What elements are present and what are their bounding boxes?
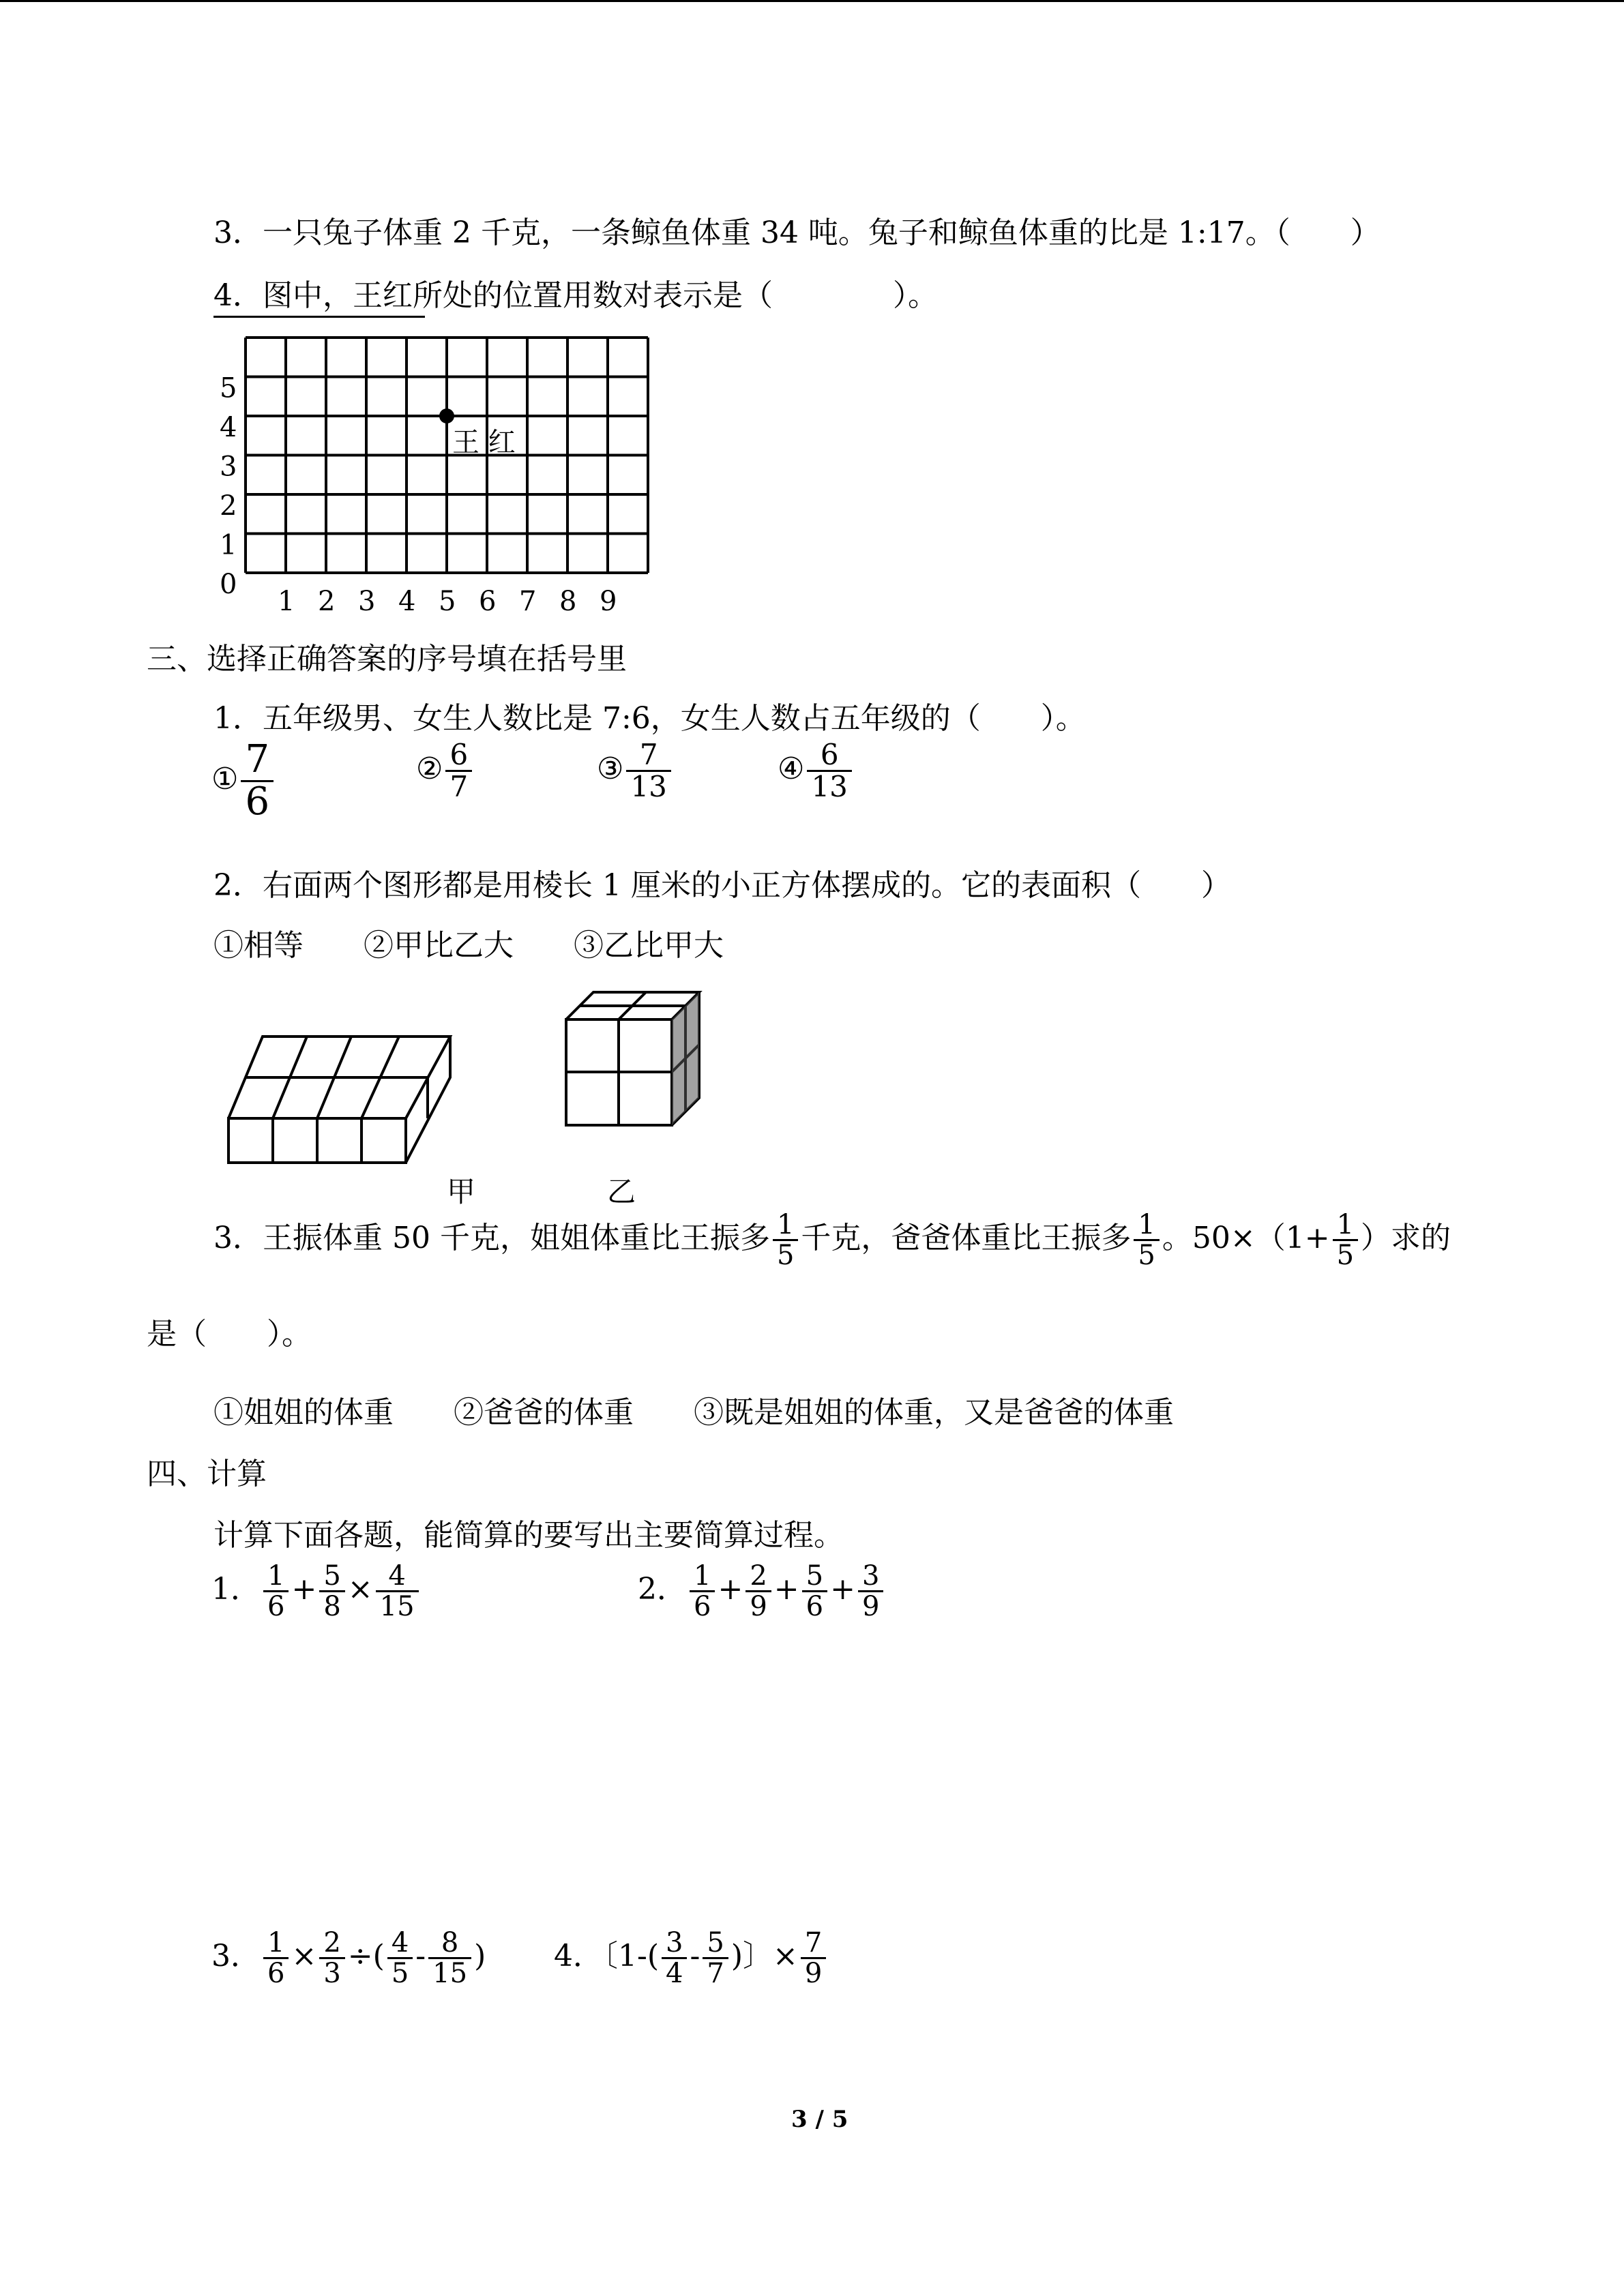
grid-x-label: 9 [600,586,617,617]
grid-x-label: 5 [439,586,456,617]
grid-x-label: 2 [318,586,336,617]
q3-2-options: ①相等 ②甲比乙大 ③乙比甲大 [213,928,724,963]
section-4-title: 四、计算 [147,1457,267,1491]
q2-4-text: 4．图中，王红所处的位置用数对表示是（ ）。 [213,278,938,313]
wang-hong-label: 王 红 [452,427,516,458]
grid-y-label: 3 [220,451,237,483]
calc-2: 2． $\frac{1}{6}$ + $\frac{2}{9}$ + $\frac{5}{6}$ + $\frac{3}{9}$ [638,1562,886,1621]
q3-1-option-2: ② $\frac{6}{7}$ [416,740,475,802]
calc-3: 3． $\frac{1}{6}$ × $\frac{2}{3}$ ÷( $\frac{4}{5}$ - $\frac{8}{15}$ ) [211,1927,486,1989]
q3-3-options: ①姐姐的体重 ②爸爸的体重 ③既是姐姐的体重，又是爸爸的体重 [213,1395,1174,1430]
q3-1-option-4: ④ $\frac{6}{13}$ [778,740,855,802]
section-3-title: 三、选择正确答案的序号填在括号里 [147,642,627,676]
grid-lines [246,338,648,573]
grid-y-label: 0 [220,569,237,600]
grid-x-label: 3 [358,586,376,617]
figure-yi [563,989,706,1129]
grid-x-label: 6 [479,586,497,617]
grid-y-labels [220,373,237,601]
top-border [0,0,1624,2]
grid-x-label: 1 [278,586,295,617]
wang-hong-point [439,408,454,423]
page-number: 3 / 5 [791,2106,848,2133]
grid-y-label: 5 [220,372,237,404]
q3-1-option-3: ③ $\frac{7}{13}$ [597,740,674,802]
q3-3-line1: 3．王振体重 50 千克，姐姐体重比王振多 $\frac{1}{5}$ 千克，爸爸体重比王振多 $\frac{1}{5}$ 。50×（1+ $\frac{1}{5}$ ）求的 [213,1209,1451,1271]
figure-jia [225,1033,471,1169]
q2-3-text: 3．一只兔子体重 2 千克，一条鲸鱼体重 34 吨。兔子和鲸鱼体重的比是 1:17。（ ） [213,215,1381,250]
label-jia: 甲 [447,1175,476,1208]
calc-1: 1． $\frac{1}{6}$ + $\frac{5}{8}$ × $\frac{4}{15}$ [211,1562,422,1621]
grid-x-labels [278,586,617,617]
grid-x-label: 4 [398,586,416,617]
label-yi: 乙 [607,1175,636,1208]
coordinate-grid [205,327,668,621]
grid-x-label: 8 [559,586,577,617]
grid-y-label: 4 [220,412,237,443]
grid-x-label: 7 [519,586,537,617]
section-4-intro: 计算下面各题，能简算的要写出主要简算过程。 [213,1518,844,1553]
q3-1-text: 1．五年级男、女生人数比是 7:6，女生人数占五年级的（ ）。 [213,701,1086,736]
calc-4: 4．〔1-( $\frac{3}{4}$ - $\frac{5}{7}$ )〕× $\frac{7}{9}$ [554,1928,829,1988]
grid-y-label: 2 [220,490,237,522]
q3-1-option-1: ① $\frac{7}{6}$ [211,740,276,822]
grid-y-label: 1 [220,529,237,561]
q3-3-line2: 是（ ）。 [147,1317,312,1352]
q3-2-text: 2．右面两个图形都是用棱长 1 厘米的小正方体摆成的。它的表面积（ ） [213,868,1231,903]
q2-4-underline [213,316,425,318]
